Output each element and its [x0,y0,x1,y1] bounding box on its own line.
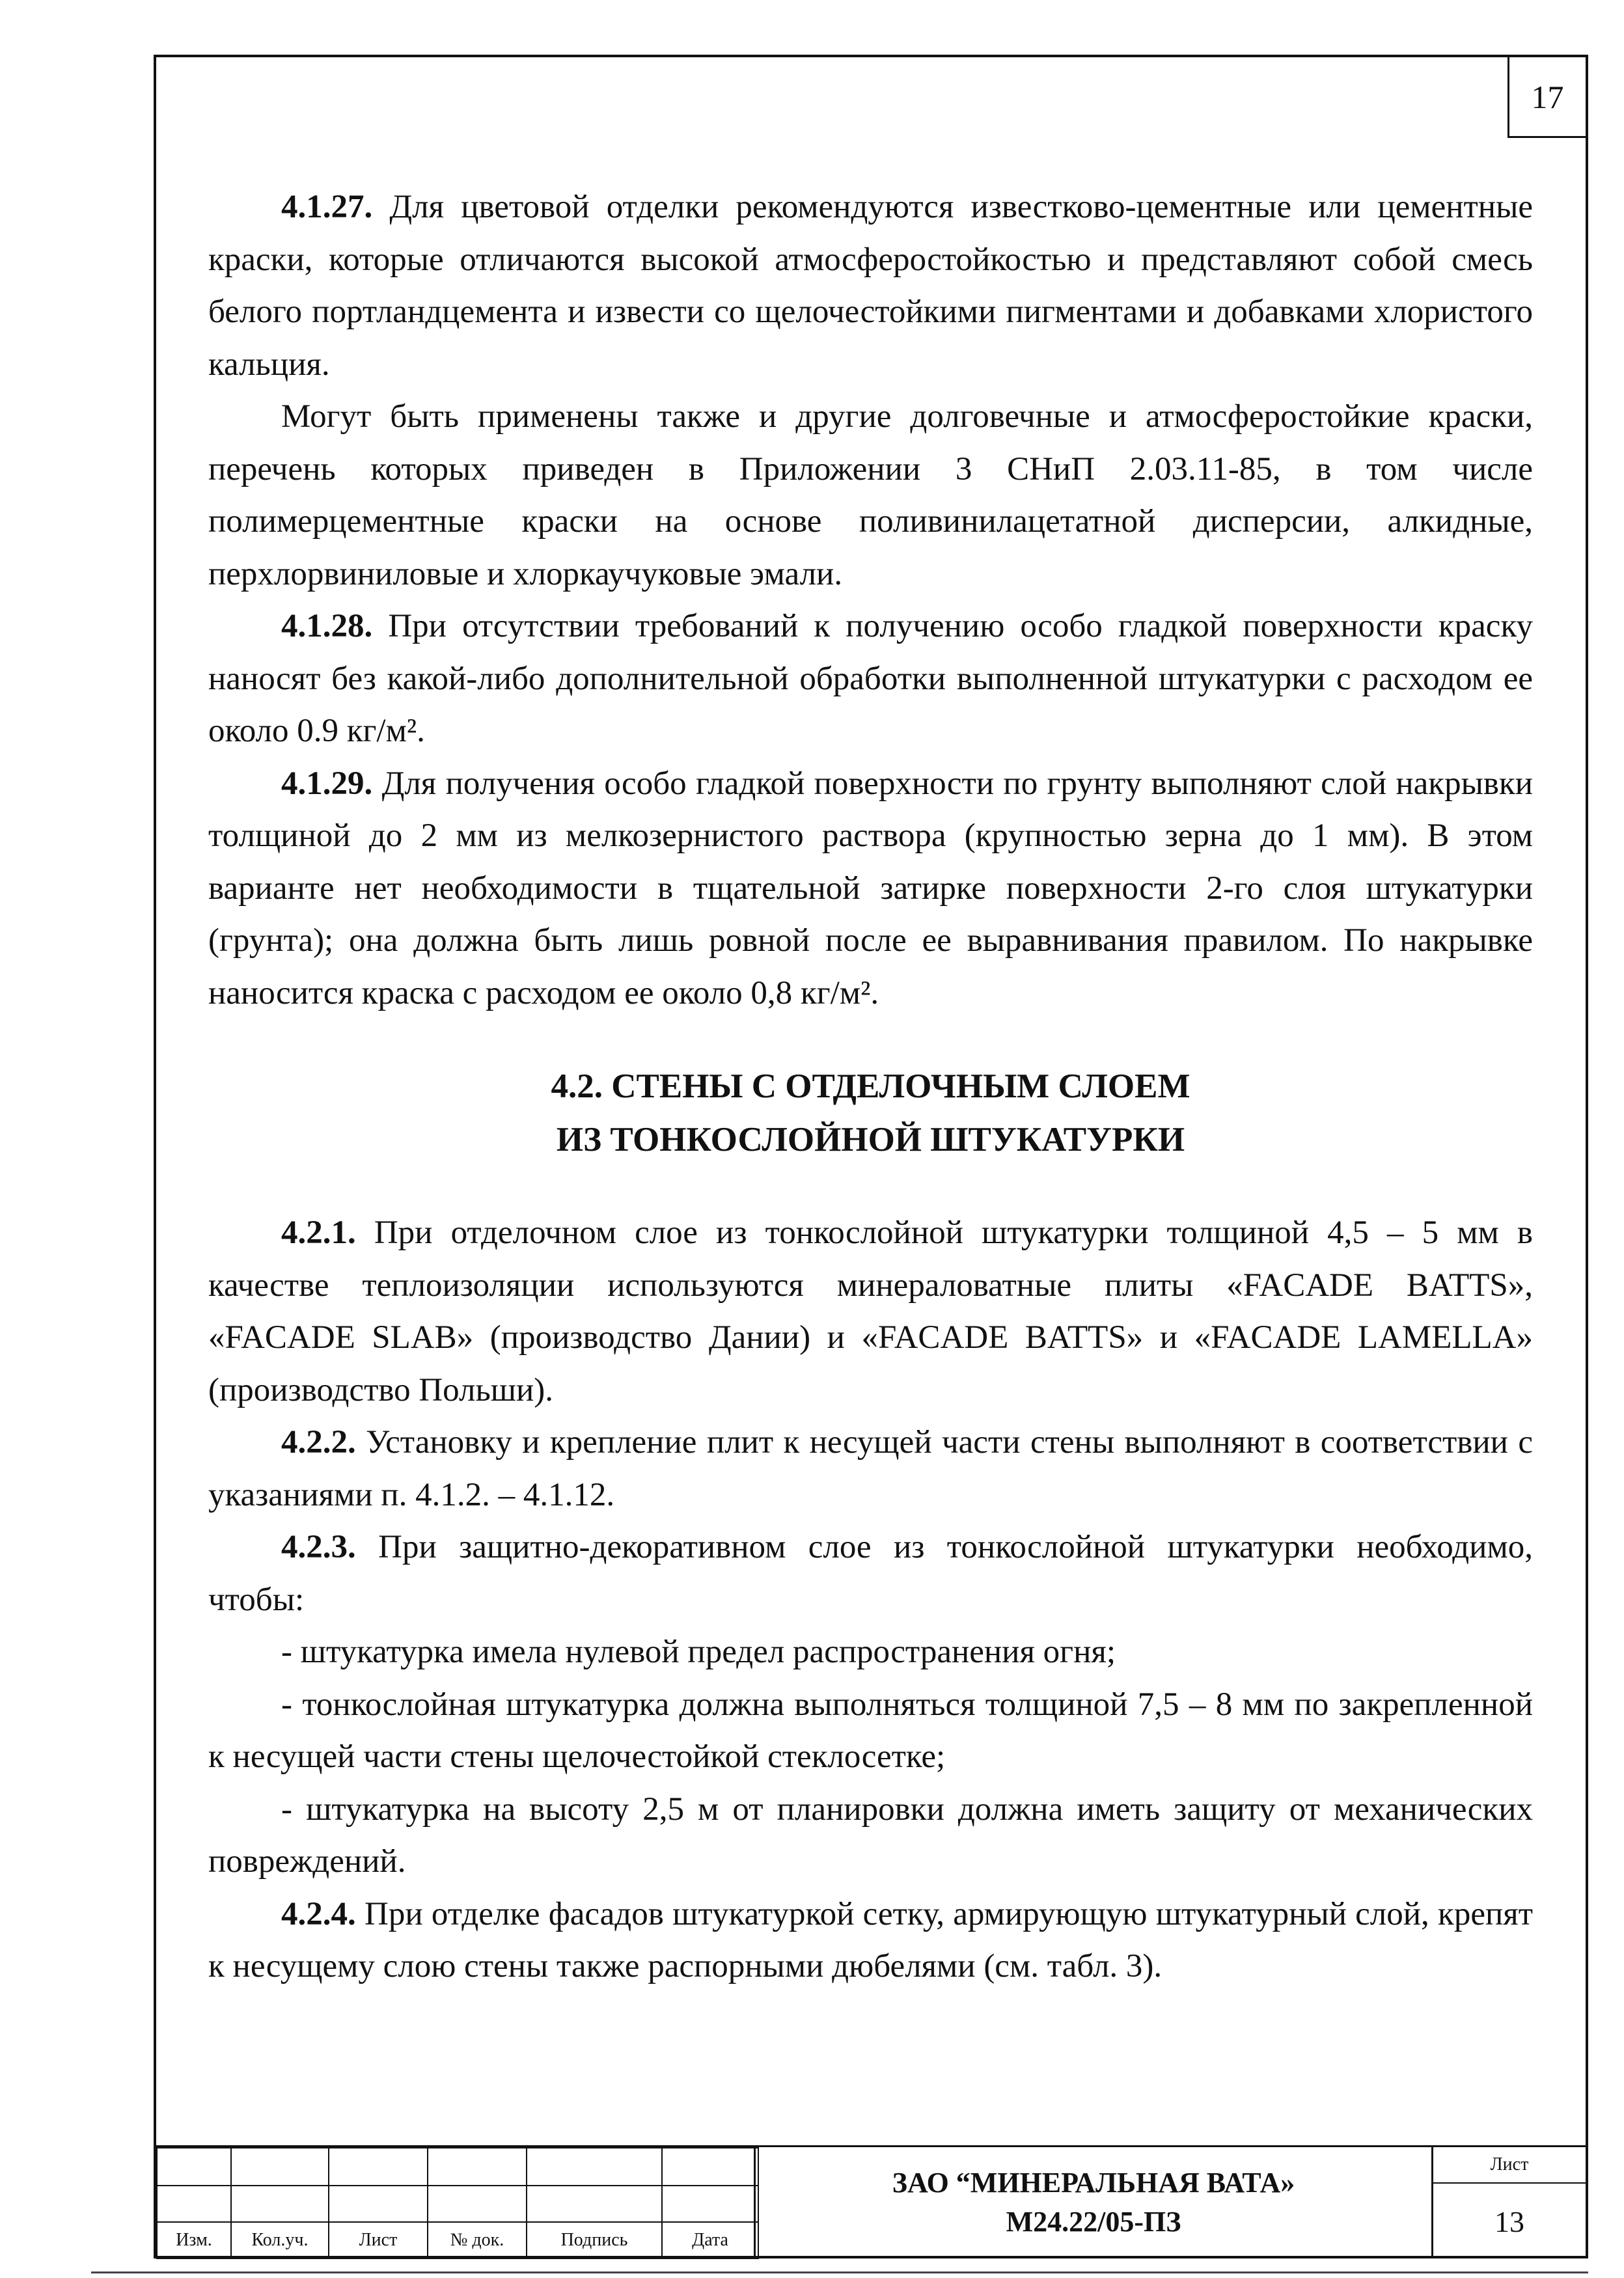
section-heading-line2: ИЗ ТОНКОСЛОЙНОЙ ШТУКАТУРКИ [556,1121,1185,1159]
paragraph-text: При отсутствии требований к получению особо гладкой поверхности краску наносят без какой-либо дополнительной обработки выполненной штукатурки с расходом ее около 0.9 кг/м². [208,608,1533,749]
sheet-number: 13 [1494,2204,1524,2238]
document-code: М24.22/05-ПЗ [1006,2206,1181,2238]
revision-col-header: № док. [428,2222,527,2258]
sheet-label: Лист [1433,2147,1586,2184]
paragraph-text: При отделке фасадов штукатуркой сетку, армирующую штукатурный слой, крепят к несущему слою стены также распорными дюбелями (см. табл. 3). [208,1895,1533,1984]
company-name: ЗАО “МИНЕРАЛЬНАЯ ВАТА» [892,2167,1295,2199]
list-item [208,1783,1533,1888]
paragraph-4-1-28 [208,600,1533,758]
page-corner-number: 17 [1507,57,1586,138]
clause-number: 4.1.29. [281,765,373,802]
clause-number: 4.2.4. [281,1895,356,1932]
paragraph-4-2-2 [208,1416,1533,1521]
section-heading-line1: 4.2. СТЕНЫ С ОТДЕЛОЧНЫМ СЛОЕМ [551,1067,1190,1105]
paragraph-4-1-27 [208,181,1533,391]
section-heading [208,1060,1533,1166]
list-item-text: - штукатурка на высоту 2,5 м от планировки должна иметь защиту от механических повреждений. [208,1791,1533,1880]
paragraph-4-2-4 [208,1888,1533,1993]
revision-col-header: Подпись [527,2222,662,2258]
document-body [208,181,1533,1993]
paragraph-text: Установку и крепление плит к несущей части стены выполняют в соответствии с указаниями п. 4.1.2. – 4.1.12. [208,1424,1533,1513]
list-item [208,1626,1533,1679]
paragraph-text: Для цветовой отделки рекомендуются известково-цементные или цементные краски, которые отличаются высокой атмосферостойкостью и представляют собой смесь белого портландцемента и извести со щелочестойкими пигментами и добавками хлористого кальция. [208,189,1533,383]
paragraph-text: При отделочном слое из тонкослойной штукатурки толщиной 4,5 – 5 мм в качестве теплоизоляции используются минераловатные плиты «FACADE BATTS», «FACADE SLAB» (производство Дании) и «FACADE BATTS» и «FACADE LAMELLA» (производство Польши). [208,1214,1533,1408]
clause-number: 4.1.27. [281,189,373,225]
bottom-divider [91,2271,1588,2273]
clause-number: 4.2.1. [281,1214,356,1251]
revision-col-header: Лист [329,2222,428,2258]
paragraph-4-2-1 [208,1207,1533,1416]
stamp-title [754,2147,1433,2258]
revision-col-header: Дата [662,2222,758,2258]
paragraph-paints [208,391,1533,600]
clause-number: 4.2.3. [281,1529,356,1565]
paragraph-4-2-3 [208,1521,1533,1626]
paragraph-text: Для получения особо гладкой поверхности по грунту выполняют слой накрывки толщиной до 2 мм из мелкозернистого раствора (крупностью зерна до 1 мм). В этом варианте нет необходимости в тщательной затирке поверхности 2-го слоя штукатурки (грунта); она должна быть лишь ровной после ее выравнивания правилом. По накрывке наносится краска с расходом ее около 0,8 кг/м². [208,765,1533,1011]
sheet-cell [1433,2147,1586,2258]
revision-col-header: Изм. [157,2222,231,2258]
list-item-text: - тонкослойная штукатурка должна выполняться толщиной 7,5 – 8 мм по закрепленной к несущей части стены щелочестойкой стеклосетке; [208,1686,1533,1775]
list-item-text: - штукатурка имела нулевой предел распространения огня; [281,1634,1116,1670]
paragraph-text: При защитно-декоративном слое из тонкослойной штукатурки необходимо, чтобы: [208,1529,1533,1618]
paragraph-4-1-29 [208,758,1533,1020]
revision-col-header: Кол.уч. [231,2222,329,2258]
clause-number: 4.1.28. [281,608,373,644]
revision-table [156,2147,759,2259]
list-item [208,1679,1533,1783]
paragraph-text: Могут быть применены также и другие долговечные и атмосферостойкие краски, перечень которых приведен в Приложении 3 СНиП 2.03.11-85, в том числе полимерцементные краски на основе поливинилацетатной дисперсии, алкидные, перхлорвиниловые и хлоркаучуковые эмали. [208,398,1533,592]
title-block [156,2145,1586,2258]
clause-number: 4.2.2. [281,1424,356,1461]
